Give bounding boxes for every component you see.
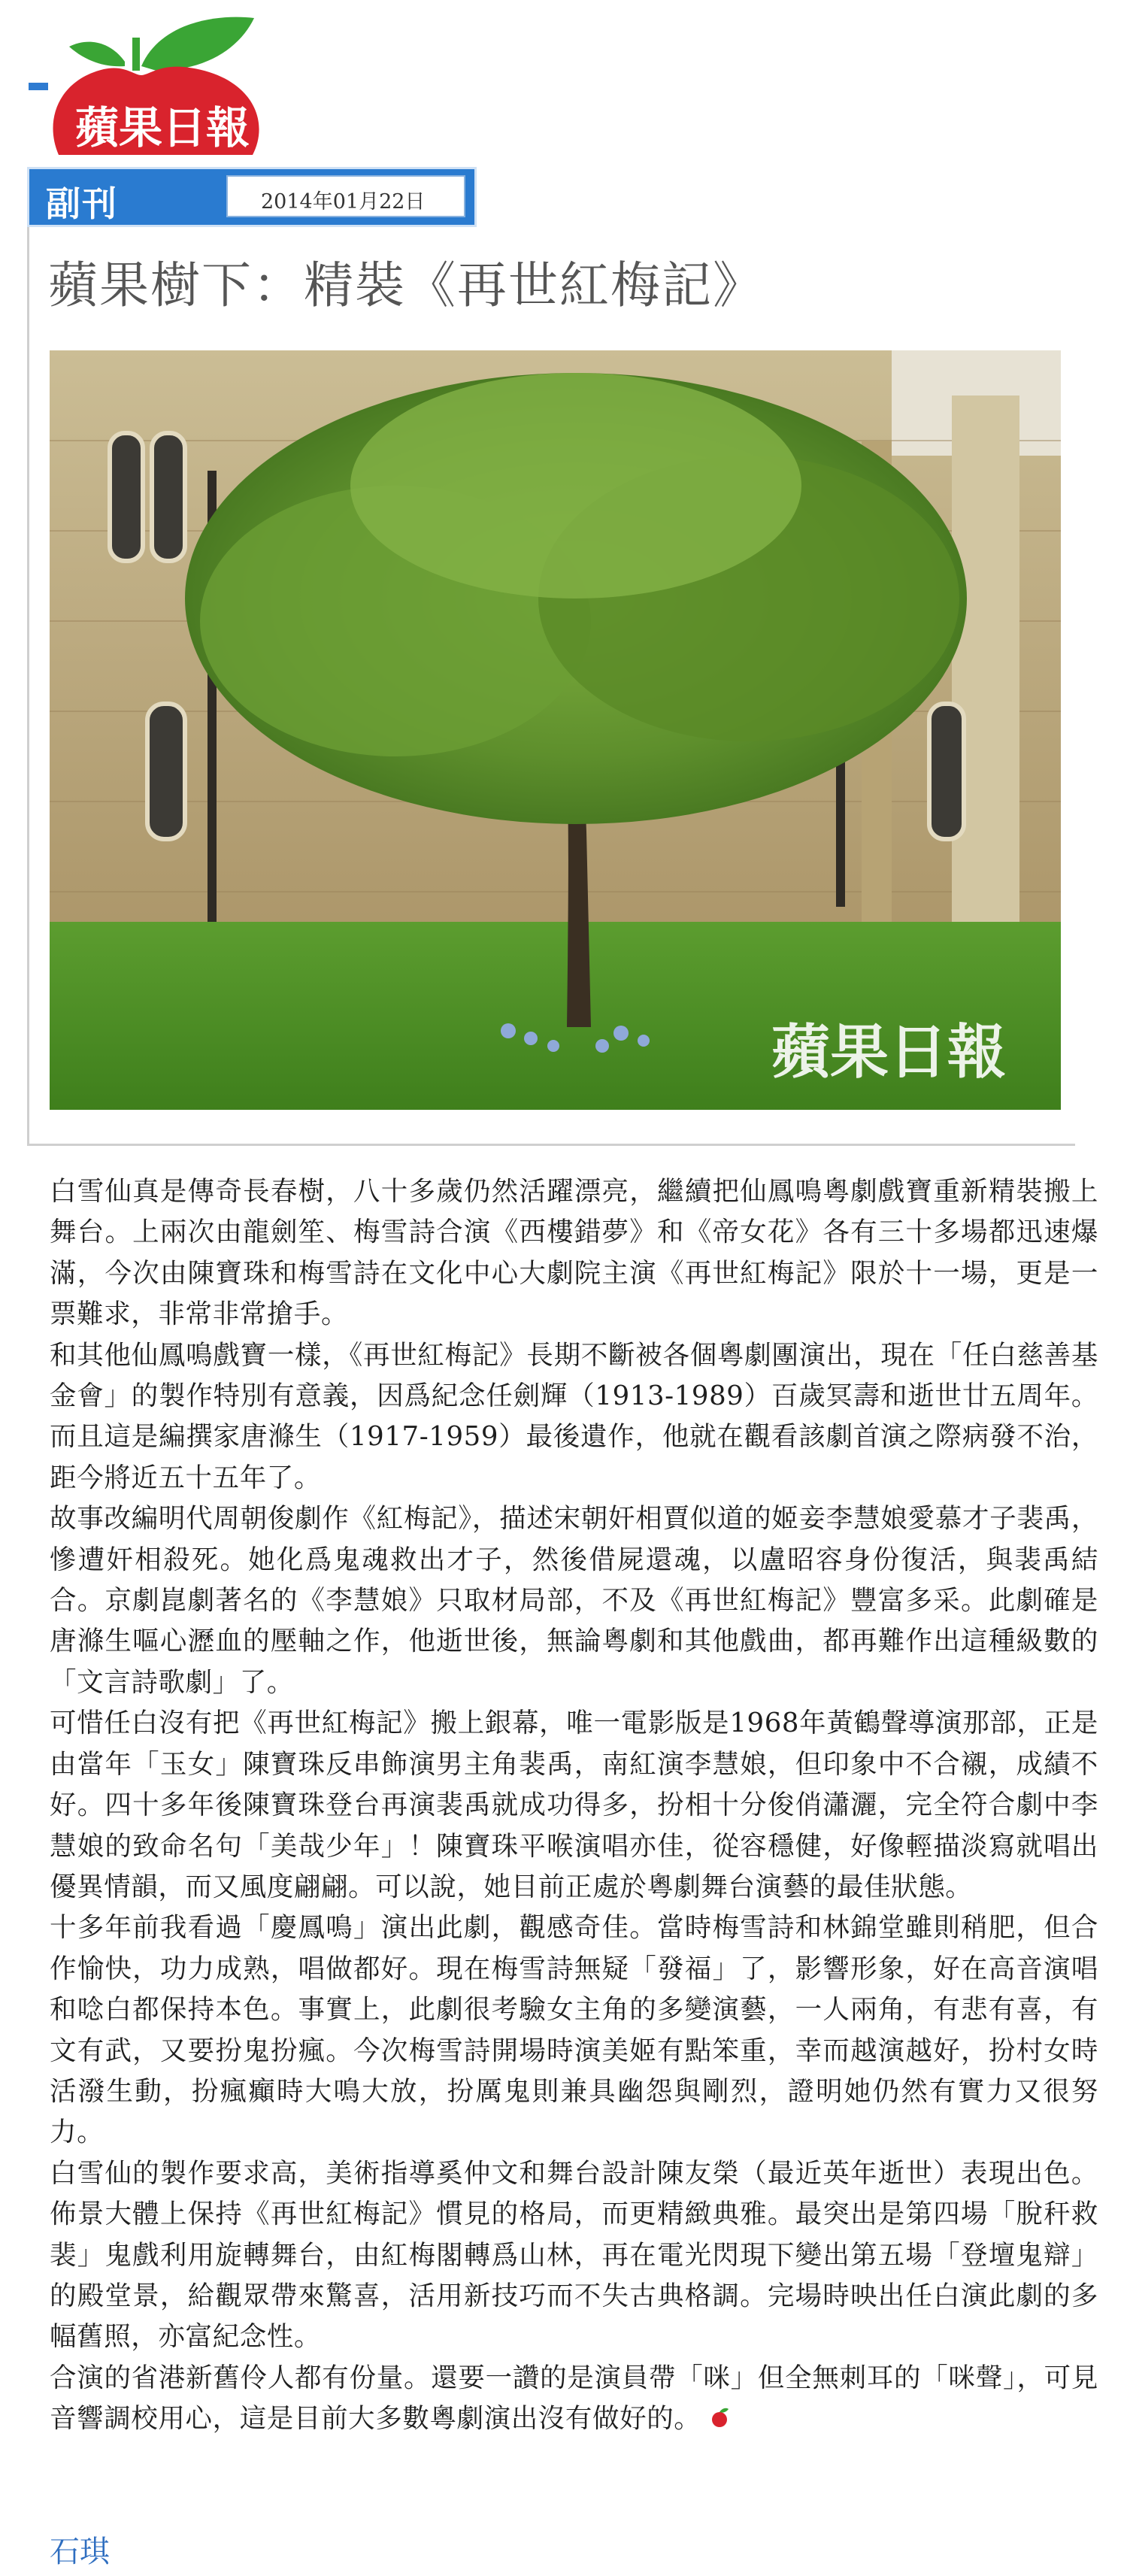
section-label: 副刊 bbox=[46, 183, 118, 224]
article-paragraph-text: 合演的省港新舊伶人都有份量。還要一讚的是演員帶「咪」但全無刺耳的「咪聲」，可見音響調校用心，這是目前大多數粵劇演出沒有做好的。 bbox=[50, 2362, 1098, 2435]
article-paragraph: 故事改編明代周朝俊劇作《紅梅記》，描述宋朝奸相賈似道的姬妾李慧娘愛慕才子裴禹，慘遭奸相殺死。她化爲鬼魂救出才子，然後借屍還魂，以盧昭容身份復活，與裴禹結合。京劇崑劇著名的《李慧娘》只取材局部，不及《再世紅梅記》豐富多采。此劇確是唐滌生嘔心瀝血的壓軸之作，他逝世後，無論粵劇和其他戲曲，都再難作出這種級數的「文言詩歌劇」了。 bbox=[50, 1503, 1098, 1698]
article-paragraph: 可惜任白沒有把《再世紅梅記》搬上銀幕，唯一電影版是1968年黃鶴聲導演那部，正是由當年「玉女」陳寶珠反串飾演男主角裴禹，南紅演李慧娘，但印象中不合襯，成績不好。四十多年後陳寶珠登台再演裴禹就成功得多，扮相十分俊俏瀟灑，完全符合劇中李慧娘的致命名句「美哉少年」！陳寶珠平喉演唱亦佳，從容穩健，好像輕描淡寫就唱出優異情韻，而又風度翩翩。可以說，她目前正處於粵劇舞台演藝的最佳狀態。 bbox=[50, 1708, 1098, 1902]
article-headline: 蘋果樹下：精裝《再世紅梅記》 bbox=[48, 256, 764, 314]
article-paragraph: 白雪仙真是傳奇長春樹，八十多歲仍然活躍漂亮，繼續把仙鳳鳴粵劇戲寶重新精裝搬上舞台。上兩次由龍劍笙、梅雪詩合演《西樓錯夢》和《帝女花》各有三十多場都迅速爆滿，今次由陳寶珠和梅雪詩在文化中心大劇院主演《再世紅梅記》限於十一場，更是一票難求，非常非常搶手。 bbox=[50, 1176, 1098, 1330]
photo-watermark: 蘋果日報 bbox=[771, 1019, 1007, 1086]
article-paragraph: 十多年前我看過「慶鳳鳴」演出此劇，觀感奇佳。當時梅雪詩和林錦堂雖則稍肥，但合作愉快，功力成熟，唱做都好。現在梅雪詩無疑「發福」了，影響形象，好在高音演唱和唸白都保持本色。事實上，此劇很考驗女主角的多變演藝，一人兩角，有悲有喜，有文有武，又要扮鬼扮瘋。今次梅雪詩開場時演美姬有點笨重，幸而越演越好，扮村女時活潑生動，扮瘋癲時大鳴大放，扮厲鬼則兼具幽怨與剛烈，證明她仍然有實力又很努力。 bbox=[50, 1912, 1098, 2148]
article-last-paragraph bbox=[50, 2358, 1098, 2440]
publish-date: 2014年01月22日 bbox=[261, 190, 426, 214]
article-photo bbox=[50, 350, 1061, 1110]
author-name[interactable]: 石琪 bbox=[50, 2535, 110, 2569]
article-body bbox=[50, 1171, 1098, 2440]
date-box bbox=[226, 175, 465, 217]
logo-text: 蘋果日報 bbox=[75, 102, 250, 153]
apple-daily-logo bbox=[29, 8, 299, 165]
apple-end-mark-icon bbox=[708, 2406, 731, 2429]
article-paragraph: 白雪仙的製作要求高，美術指導奚仲文和舞台設計陳友榮（最近英年逝世）表現出色。佈景大體上保持《再世紅梅記》慣見的格局，而更精緻典雅。最突出是第四場「脫秆救裴」鬼戲利用旋轉舞台，由紅梅閣轉爲山林，再在電光閃現下變出第五場「登壇鬼辯」的殿堂景，給觀眾帶來驚喜，活用新技巧而不失古典格調。完場時映出任白演此劇的多幅舊照，亦富紀念性。 bbox=[50, 2157, 1098, 2353]
article-paragraph: 和其他仙鳳鳴戲寶一樣，《再世紅梅記》長期不斷被各個粵劇團演出，現在「任白慈善基金會」的製作特別有意義，因爲紀念任劍輝（1913-1989）百歲冥壽和逝世廿五周年。而且這是編撰家唐滌生（1917-1959）最後遺作，他就在觀看該劇首演之際病發不治，距今將近五十五年了。 bbox=[50, 1339, 1098, 1493]
section-bar bbox=[27, 167, 477, 227]
